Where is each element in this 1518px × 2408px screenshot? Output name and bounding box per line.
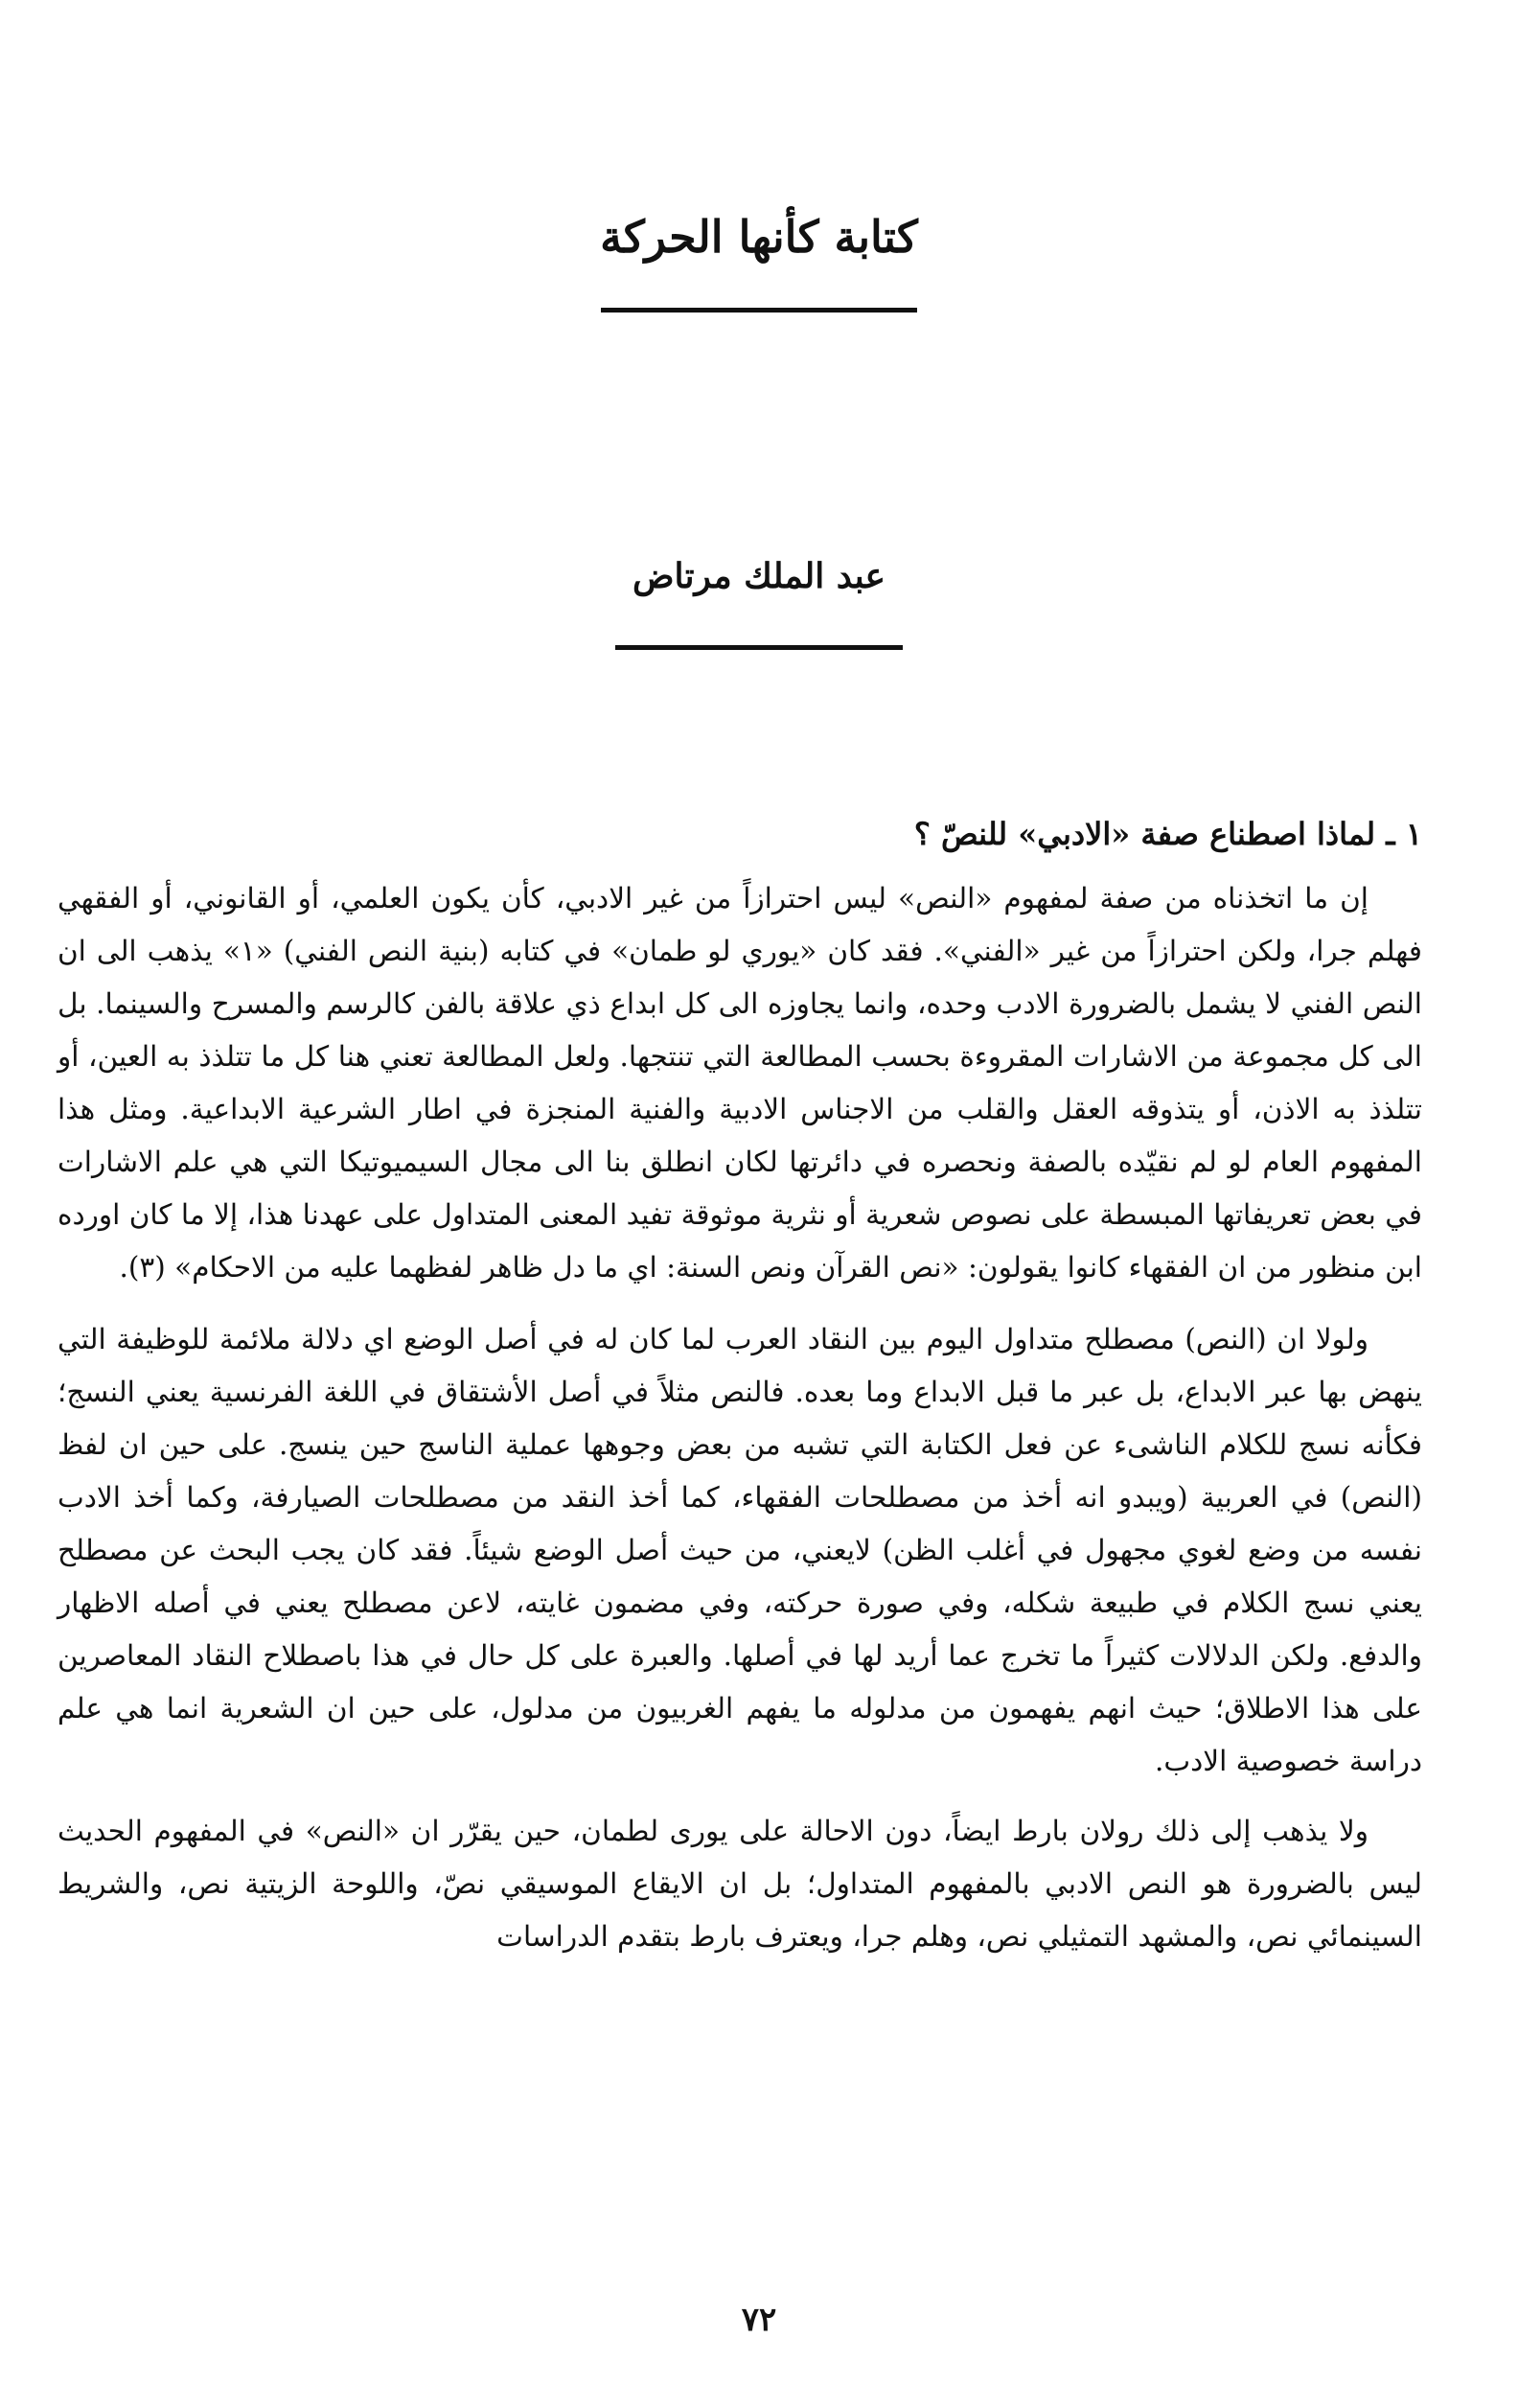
title-block	[0, 211, 1518, 313]
article-body	[58, 805, 1422, 1980]
paragraph-1: إن ما اتخذناه من صفة لمفهوم «النص» ليس احترازاً من غير الادبي، كأن يكون العلمي، أو القانوني، أو الفقهي فهلم جرا، ولكن احترازاً من غير «الفني». فقد كان «يوري لو طمان» في كتابه (بنية النص الفني) «١» يذهب الى ان النص الفني لا يشمل بالضرورة الادب وحده، وانما يجاوزه الى كل ابداع ذي علاقة بالفن كالرسم والمسرح والسينما. بل الى كل مجموعة من الاشارات المقروءة بحسب المطالعة التي تنتجها. ولعل المطالعة تعني هنا كل ما تتلذذ به العين، أو تتلذذ به الاذن، أو يتذوقه العقل والقلب من الاجناس الادبية والفنية المنجزة في اطار الشرعية الابداعية. ومثل هذا المفهوم العام لو لم نقيّده بالصفة ونحصره في دائرتها لكان انطلق بنا الى مجال السيميوتيكا التي هي علم الاشارات في بعض تعريفاتها المبسطة على نصوص شعرية أو نثرية موثوقة تفيد المعنى المتداول على عهدنا هذا، إلا ما كان اورده ابن منظور من ان الفقهاء كانوا يقولون: «نص القرآن ونص السنة: اي ما دل ظاهر لفظهما عليه من الاحكام» (٣).	[58, 882, 1422, 1284]
page-number: ٧٢	[741, 2301, 777, 2339]
author-block	[0, 556, 1518, 650]
paragraph-3: ولا يذهب إلى ذلك رولان بارط ايضاً، دون الاحالة على يورى لطمان، حين يقرّر ان «النص» في المفهوم الحديث ليس بالضرورة هو النص الادبي بالمفهوم المتداول؛ بل ان الايقاع الموسيقي نصّ، واللوحة الزيتية نص، والشريط السينمائي نص، والمشهد التمثيلي نص، وهلم جرا، ويعترف بارط بتقدم الدراسات	[58, 1815, 1422, 1953]
article-title: كتابة كأنها الحركة	[600, 211, 918, 263]
section-heading: ١ ـ لماذا اصطناع صفة «الادبي» للنصّ ؟	[913, 816, 1422, 852]
author-name: عبد الملك مرتاض	[632, 556, 886, 596]
author-divider	[615, 645, 903, 650]
paragraph-2: ولولا ان (النص) مصطلح متداول اليوم بين النقاد العرب لما كان له في أصل الوضع اي دلالة ملائمة للوظيفة التي ينهض بها عبر الابداع، بل عبر ما قبل الابداع وما بعده. فالنص مثلاً في أصل الأشتقاق في اللغة الفرنسية يعني النسج؛ فكأنه نسج للكلام الناشىء عن فعل الكتابة التي تشبه من بعض وجوهها عملية الناسج حين ينسج. على حين ان لفظ (النص) في العربية (ويبدو انه أخذ من مصطلحات الفقهاء، كما أخذ النقد من مصطلحات الصيارفة، وكما أخذ الادب نفسه من وضع لغوي مجهول في أغلب الظن) لايعني، من حيث أصل الوضع شيئاً. فقد كان يجب البحث عن مصطلح يعني نسج الكلام في طبيعة شكله، وفي صورة حركته، وفي مضمون غايته، لاعن مصطلح يعني في أصله الاظهار والدفع. ولكن الدلالات كثيراً ما تخرج عما أريد لها في أصلها. والعبرة على كل حال في هذا باصطلاح النقاد المعاصرين على هذا الاطلاق؛ حيث انهم يفهمون من مدلوله ما يفهم الغربيون من مدلول، على حين ان الشعرية انما هي علم دراسة خصوصية الادب.	[58, 1323, 1422, 1777]
title-divider	[601, 308, 917, 313]
